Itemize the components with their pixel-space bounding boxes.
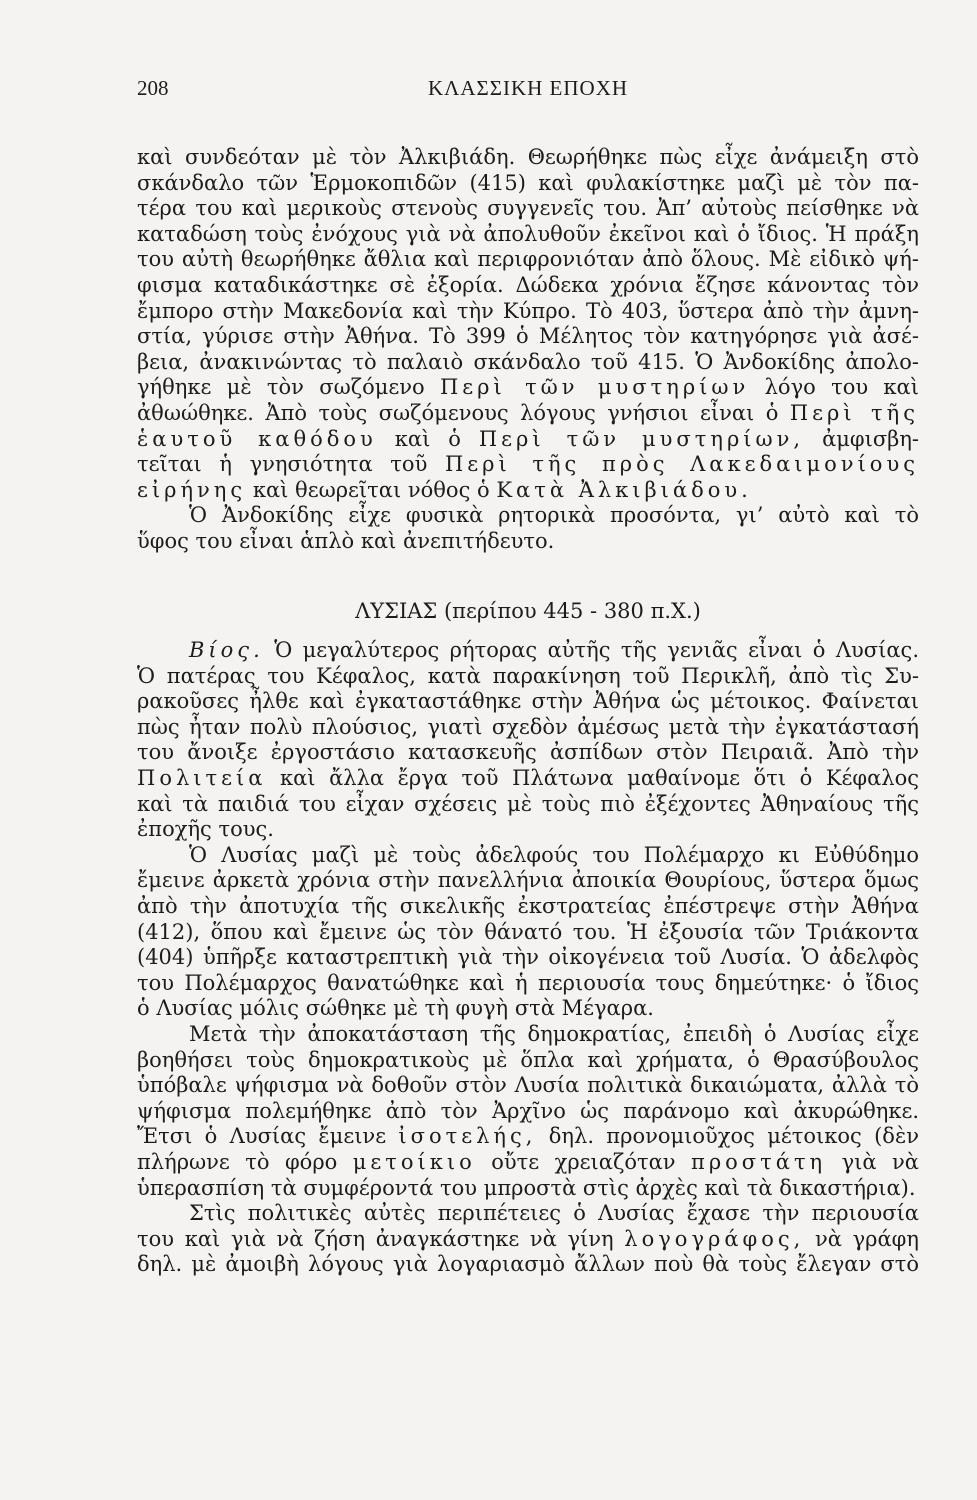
text-line: ρακοῦσες ἦλθε καὶ ἐγκαταστάθηκε στὴν Ἀθήνα ὡς μέτοικος. Φαίνεται <box>137 689 919 714</box>
paragraph <box>137 1022 919 1201</box>
term: προστάτη <box>691 1149 827 1174</box>
text-line: Ὁ Ἀνδοκίδης εἶχε φυσικὰ ρητορικὰ προσόντα, γι’ αὐτὸ καὶ τὸ <box>189 503 919 528</box>
work-title: Περὶ τῆς <box>789 400 919 425</box>
text-line: ἔμεινε ἀρκετὰ χρόνια στὴν πανελλήνια ἀποικία Θουρίους, ὕστερα ὅμως <box>137 868 919 893</box>
paragraph <box>137 843 919 1022</box>
running-head: ΚΛΑΣΣΙΚΗ ΕΠΟΧΗ <box>427 76 629 100</box>
term: μετοίκιο <box>352 1149 476 1174</box>
text-line: βεια, ἀνακινώντας τὸ παλαιὸ σκάνδαλο τοῦ 415. Ὁ Ἀνδοκίδης ἀπολο- <box>137 349 919 374</box>
text-run: γιὰ νὰ <box>841 1149 919 1174</box>
text-run: καὶ ἄλλα ἔργα τοῦ Πλάτωνα μαθαίνομε ὅτι ὁ Κέφαλος <box>279 766 919 791</box>
text-line: (404) ὑπῆρξε καταστρεπτικὴ γιὰ τὴν οἰκογένεια τοῦ Λυσία. Ὁ ἀδελφὸς <box>137 945 919 970</box>
page-header <box>137 76 919 116</box>
text-line: Ὁ Λυσίας μαζὶ μὲ τοὺς ἀδελφούς του Πολέμαρχο κι Εὐθύδημο <box>189 842 919 867</box>
text-line: ὑπερασπίση τὰ συμφέροντά του μπροστὰ στὶς ἀρχὲς καὶ τὰ δικαστήρια). <box>137 1175 916 1200</box>
text-run: γήθηκε μὲ τὸν σωζόμενο <box>137 375 425 400</box>
text-run: λόγο του καὶ <box>764 375 919 400</box>
text-line <box>137 375 919 401</box>
text-line <box>137 427 919 453</box>
text-line: ἀπὸ τὴν ἀποτυχία τῆς σικελικῆς ἐκστρατείας ἐπέστρεψε στὴν Ἀθήνα <box>137 894 919 919</box>
work-title: Περὶ τῶν μυστηρίων <box>439 375 750 400</box>
work-title: Περὶ τῆς πρὸς Λακεδαιμονίους <box>444 452 919 477</box>
text-line: στία, γύρισε στὴν Ἀθήνα. Τὸ 399 ὁ Μέλητος τὸν κατηγόρησε γιὰ ἀσέ- <box>137 324 919 349</box>
text-line: Ὁ πατέρας του Κέφαλος, κατὰ παρακίνηση τοῦ Περικλῆ, ἀπὸ τὶς Συ- <box>137 663 919 688</box>
text-line: ψήφισμα πολεμήθηκε ἀπὸ τὸν Ἀρχῖνο ὡς παράνομο καὶ ἀκυρώθηκε. <box>137 1098 919 1123</box>
text-run: ἀμφισβη- <box>822 426 919 451</box>
text-line: του ἄνοιξε ἐργοστάσιο κατασκευῆς ἀσπίδων στὸν Πειραιᾶ. Ἀπὸ τὴν <box>137 740 919 765</box>
text-line: Στὶς πολιτικὲς αὐτὲς περιπέτειες ὁ Λυσίας ἔχασε τὴν περιουσία <box>189 1201 919 1226</box>
text-run: δηλ. προνομιοῦχος μέτοικος (δὲν <box>548 1124 919 1149</box>
section-heading: ΛΥΣΙΑΣ (περίπου 445 - 380 π.Χ.) <box>355 598 701 623</box>
text-line: φισμα καταδικάστηκε σὲ ἐξορία. Δώδεκα χρόνια ἔζησε κάνοντας τὸν <box>137 272 919 297</box>
text-line: καὶ τὰ παιδιά του εἶχαν σχέσεις μὲ τοὺς πιὸ ἐξέχοντες Ἀθηναίους τῆς <box>137 791 919 816</box>
text-run: Ἔτσι ὁ Λυσίας ἔμεινε <box>137 1124 387 1149</box>
text-line: καταδώση τοὺς ἐνόχους γιὰ νὰ ἀπολυθοῦν ἐκεῖνοι καὶ ὁ ἴδιος. Ἡ πράξη <box>137 221 919 246</box>
text-line <box>137 1150 919 1176</box>
text-line <box>137 478 919 504</box>
work-title: Περὶ τῶν μυστηρίων, <box>478 426 805 451</box>
work-title: Κατὰ Ἀλκιβιάδου. <box>496 477 752 502</box>
text-run: καὶ θεωρεῖται νόθος ὁ <box>252 477 490 502</box>
text-line: πὼς ἦταν πολὺ πλούσιος, γιατὶ σχεδὸν ἀμέσως μετὰ τὴν ἐγκατάστασή <box>137 714 919 739</box>
page-number: 208 <box>137 76 169 100</box>
paragraph <box>137 145 919 503</box>
text-line: (412), ὅπου καὶ ἔμεινε ὡς τὸν θάνατό του. Ἡ ἐξουσία τῶν Τριάκοντα <box>137 919 919 944</box>
text-run: ἀθωώθηκε. Ἀπὸ τοὺς σωζόμενους λόγους γνήσιοι εἶναι ὁ <box>137 400 779 425</box>
text-line: δηλ. μὲ ἀμοιβὴ λόγους γιὰ λογαριασμὸ ἄλλων ποὺ θὰ τοὺς ἔλεγαν στὸ <box>137 1252 919 1277</box>
text-line: Μετὰ τὴν ἀποκατάσταση τῆς δημοκρατίας, ἐπειδὴ ὁ Λυσίας εἶχε <box>189 1022 919 1046</box>
work-title: εἰρήνης <box>137 477 247 502</box>
paragraph <box>137 503 919 554</box>
text-line: ὁ Λυσίας μόλις σώθηκε μὲ τὴ φυγὴ στὰ Μέγαρα. <box>137 996 654 1021</box>
text-run: τεῖται ἡ γνησιότητα τοῦ <box>137 452 428 477</box>
text-line: του αὐτὴ θεωρήθηκε ἄθλια καὶ περιφρονιόταν ἀπὸ ὅλους. Μὲ εἰδικὸ ψή- <box>137 247 919 272</box>
text-line: του Πολέμαρχος θανατώθηκε καὶ ἡ περιουσία τους δημεύτηκε· ὁ ἴδιος <box>137 970 919 995</box>
text-line: ἔμπορο στὴν Μακεδονία καὶ τὴν Κύπρο. Τὸ 403, ὕστερα ἀπὸ τὴν ἀμνη- <box>137 298 919 323</box>
term: λογογράφος, <box>624 1226 805 1251</box>
text-line <box>137 638 919 664</box>
text-line <box>137 1124 919 1150</box>
subheading: Βίος. <box>189 638 264 663</box>
text-line <box>137 452 919 478</box>
text-run: νὰ γράφη <box>814 1226 919 1251</box>
paragraph <box>137 638 919 843</box>
text-line: καὶ συνδεόταν μὲ τὸν Ἀλκιβιάδη. Θεωρήθηκε πὼς εἶχε ἀνάμειξη στὸ <box>137 145 919 169</box>
work-title: ἑαυτοῦ καθόδου <box>137 426 377 451</box>
paragraph <box>137 1201 919 1278</box>
text-line: σκάνδαλο τῶν Ἑρμοκοπιδῶν (415) καὶ φυλακίστηκε μαζὶ μὲ τὸν πα- <box>137 170 919 195</box>
text-line: τέρα του καὶ μερικοὺς στενοὺς συγγενεῖς του. Ἀπ’ αὐτοὺς πείσθηκε νὰ <box>137 196 919 221</box>
text-line: βοηθήσει τοὺς δημοκρατικοὺς μὲ ὅπλα καὶ χρήματα, ὁ Θρασύβουλος <box>137 1047 919 1072</box>
text-run: του καὶ γιὰ νὰ ζήση ἀναγκάστηκε νὰ γίνη <box>137 1226 614 1251</box>
text-line <box>137 401 919 427</box>
text-run: πλήρωνε τὸ φόρο <box>137 1149 338 1174</box>
text-line <box>137 1227 919 1253</box>
text-line: ὕφος του εἶναι ἁπλὸ καὶ ἀνεπιτήδευτο. <box>137 528 555 553</box>
text-line <box>137 766 919 792</box>
text-run: οὔτε χρειαζόταν <box>491 1149 676 1174</box>
term: ἰσοτελής, <box>398 1124 537 1149</box>
text-run: Ὁ μεγαλύτερος ρήτορας αὐτῆς τῆς γενιᾶς εἶναι ὁ Λυσίας. <box>274 638 919 663</box>
body-text <box>137 145 919 1278</box>
text-line: ἐποχῆς τους. <box>137 817 274 842</box>
text-line: ὑπόβαλε ψήφισμα νὰ δοθοῦν στὸν Λυσία πολιτικὰ δικαιώματα, ἀλλὰ τὸ <box>137 1073 919 1098</box>
text-run: καὶ ὁ <box>394 426 461 451</box>
work-title: Πολιτεία <box>137 766 267 791</box>
